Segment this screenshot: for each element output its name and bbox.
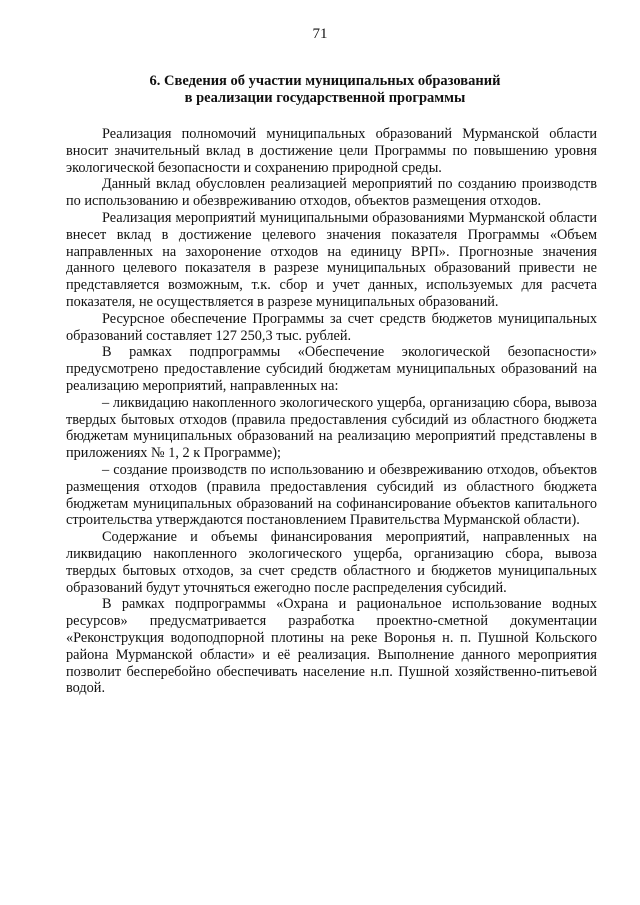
paragraph-financing-content: Содержание и объемы финансирования мероприятий, направленных на ликвидацию накопленного экологического ущерба, организацию сбора, вывоза твердых бытовых отходов, за счет средств областного и бюджетов муниципальных образований будут уточняться ежегодно после распределения субсидий.	[66, 529, 597, 596]
list-item-waste-facilities: – создание производств по использованию и обезвреживанию отходов, объектов размещения отходов (правила предоставления субсидий из областного бюджета бюджетам муниципальных образований на софинансирование объектов капитального строительства утверждаются постановлением Правительства Мурманской области).	[66, 461, 597, 529]
paragraph-target-indicator: Реализация мероприятий муниципальными образованиями Мурманской области внесет вклад в достижение целевого значения показателя Программы «Объем направленных на захоронение отходов на единицу ВРП». Прогнозные значения данного целевого показателя в разрезе муниципальных образований привести не представляется возможным, т.к. сбор и учет данных, используемых для расчета показателя, не осуществляется в разрезе муниципальных образований.	[66, 209, 597, 310]
section-title	[80, 73, 570, 107]
body-text	[66, 126, 597, 697]
page-number: 71	[312, 26, 328, 42]
list-item-waste-liquidation: – ликвидацию накопленного экологического ущерба, организацию сбора, вывоза твердых бытовых отходов (правила предоставления субсидий из областного бюджета бюджетам муниципальных образований на реализацию мероприятий представлены в приложениях № 1, 2 к Программе);	[66, 394, 597, 462]
paragraph-subprogram-subsidies: В рамках подпрограммы «Обеспечение экологической безопасности» предусмотрено предоставление субсидий бюджетам муниципальных образований на реализацию мероприятий, направленных на:	[66, 344, 597, 394]
section-title-line-1: 6. Сведения об участии муниципальных образований	[149, 73, 501, 89]
paragraph-resource-support: Ресурсное обеспечение Программы за счет средств бюджетов муниципальных образований составляет 127 250,3 тыс. рублей.	[66, 310, 597, 344]
paragraph-water-resources: В рамках подпрограммы «Охрана и рациональное использование водных ресурсов» предусматривается разработка проектно-сметной документации «Реконструкция водоподпорной плотины на реке Воронья н. п. Пушной Кольского района Мурманской области» и её реализация. Выполнение данного мероприятия позволит бесперебойно обеспечивать население н.п. Пушной хозяйственно-питьевой водой.	[66, 596, 597, 697]
paragraph-contribution-reason: Данный вклад обусловлен реализацией мероприятий по созданию производств по использованию и обезвреживанию отходов, объектов размещения отходов.	[66, 176, 597, 210]
section-title-line-2: в реализации государственной программы	[184, 90, 466, 106]
paragraph-municipal-contribution: Реализация полномочий муниципальных образований Мурманской области вносит значительный вклад в достижение цели Программы по повышению уровня экологической безопасности и сохранению природной среды.	[66, 126, 597, 176]
